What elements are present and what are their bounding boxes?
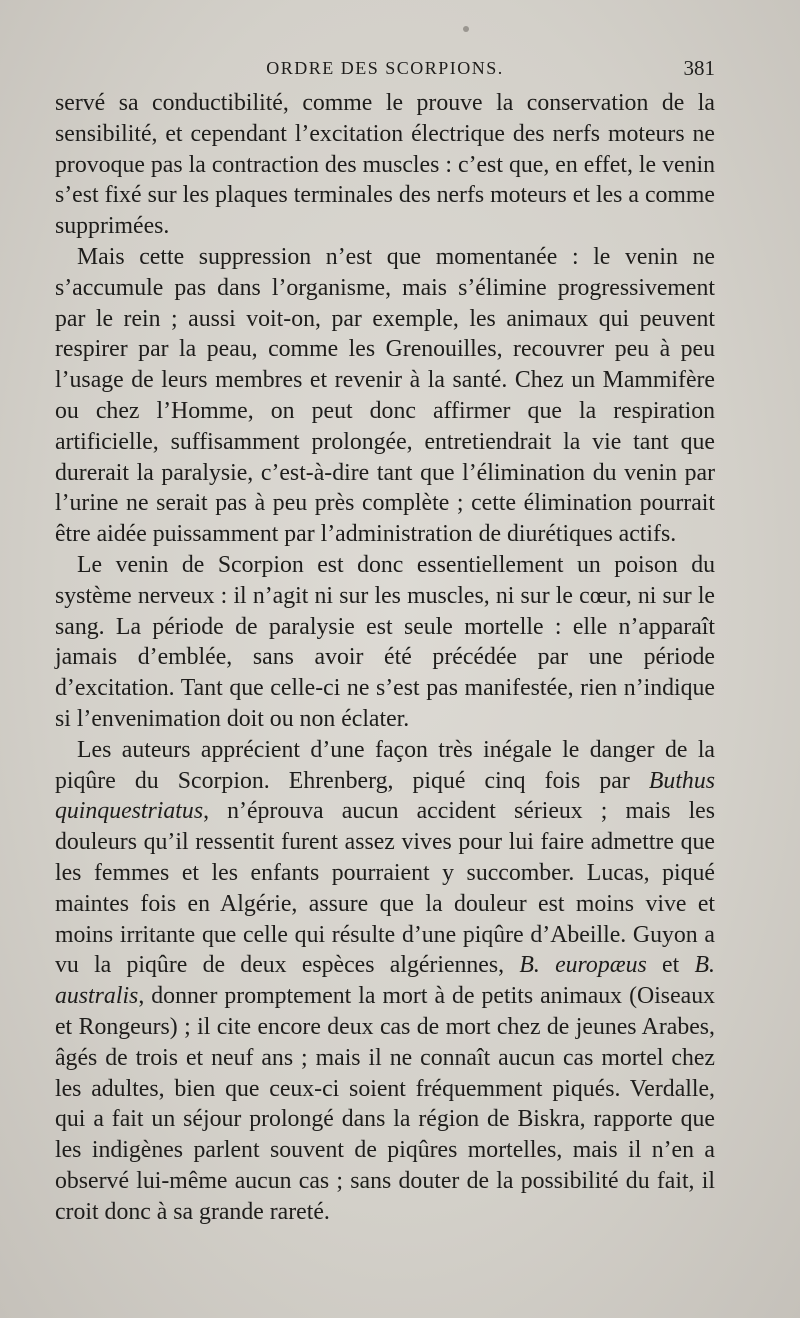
paragraph-4-text-e: et [646,952,695,979]
page-number: 381 [683,56,715,80]
paragraph-2: Mais cette suppression n’est que momentanée : le venin ne s’accumule pas dans l’organisme, mais s’élimine progressivement par le rein ; aussi voit-on, par exemple, les animaux qui peuvent respirer par la peau, comme les Grenouilles, recouvrer peu à peu l’usage de leurs membres et revenir à la santé. Chez un Mammifère ou chez l’Homme, on peut donc affirmer que la respiration artificielle, suffisamment prolongée, entretiendrait la vie tant que durerait la paralysie, c’est-à-dire tant que l’élimination du venin par l’urine ne serait pas à peu près complète ; cette élimination pourrait être aidée puissamment par l’administration de diurétiques actifs. [55,243,715,548]
paragraph-3: Le venin de Scorpion est donc essentiellement un poison du système nerveux : il n’agit ni sur les muscles, ni sur le cœur, ni sur le sang. La période de paralysie est seule mortelle : elle n’apparaît jamais d’emblée, sans avoir été précédée par une période d’excitation. Tant que celle-ci ne s’est pas manifestée, rien n’indique si l’envenimation doit ou non éclater. [55,551,715,732]
page-header [55,54,715,84]
paragraph-4-text-g: , donner promptement la mort à de petits animaux (Oiseaux et Rongeurs) ; il cite encore deux cas de mort chez de jeunes Arabes, âgés de trois et neuf ans ; mais il ne connaît aucun cas mortel chez les adultes, bien que ceux-ci soient fréquemment piqués. Verdalle, qui a fait un séjour prolongé dans la région de Biskra, rapporte que les indigènes parlent souvent de piqûres mortelles, mais il n’en a observé lui-même aucun cas ; sans douter de la possibilité du fait, il croit donc à sa grande rareté. [55,983,715,1225]
paragraph-4 [55,735,715,1228]
species-name-australis: B. australis [55,952,715,1010]
running-head: ORDRE DES SCORPIONS. [266,58,504,78]
paragraph-4-text-c: , n’éprouva aucun accident sérieux ; mais les douleurs qu’il ressentit furent assez vives pour lui faire admettre que les femmes et les enfants pourraient y succomber. Lucas, piqué maintes fois en Algérie, assure que la douleur est moins vive et moins irritante que celle qui résulte d’une piqûre d’Abeille. Guyon a vu la piqûre de deux espèces algériennes, [55,798,715,979]
species-name-europaeus: B. europæus [519,952,647,979]
page-body [55,88,715,1227]
ink-speck [463,26,469,32]
species-name-buthus: Buthus quinquestriatus [55,767,715,825]
paragraph-1: servé sa conductibilité, comme le prouve la conservation de la sensibilité, et cependant l’excitation électrique des nerfs moteurs ne provoque pas la contraction des muscles : c’est que, en effet, le venin s’est fixé sur les plaques terminales des nerfs moteurs et les a comme supprimées. [55,90,715,240]
paragraph-4-text-a: Les auteurs apprécient d’une façon très inégale le danger de la piqûre du Scorpion. Ehrenberg, piqué cinq fois par [55,736,715,794]
